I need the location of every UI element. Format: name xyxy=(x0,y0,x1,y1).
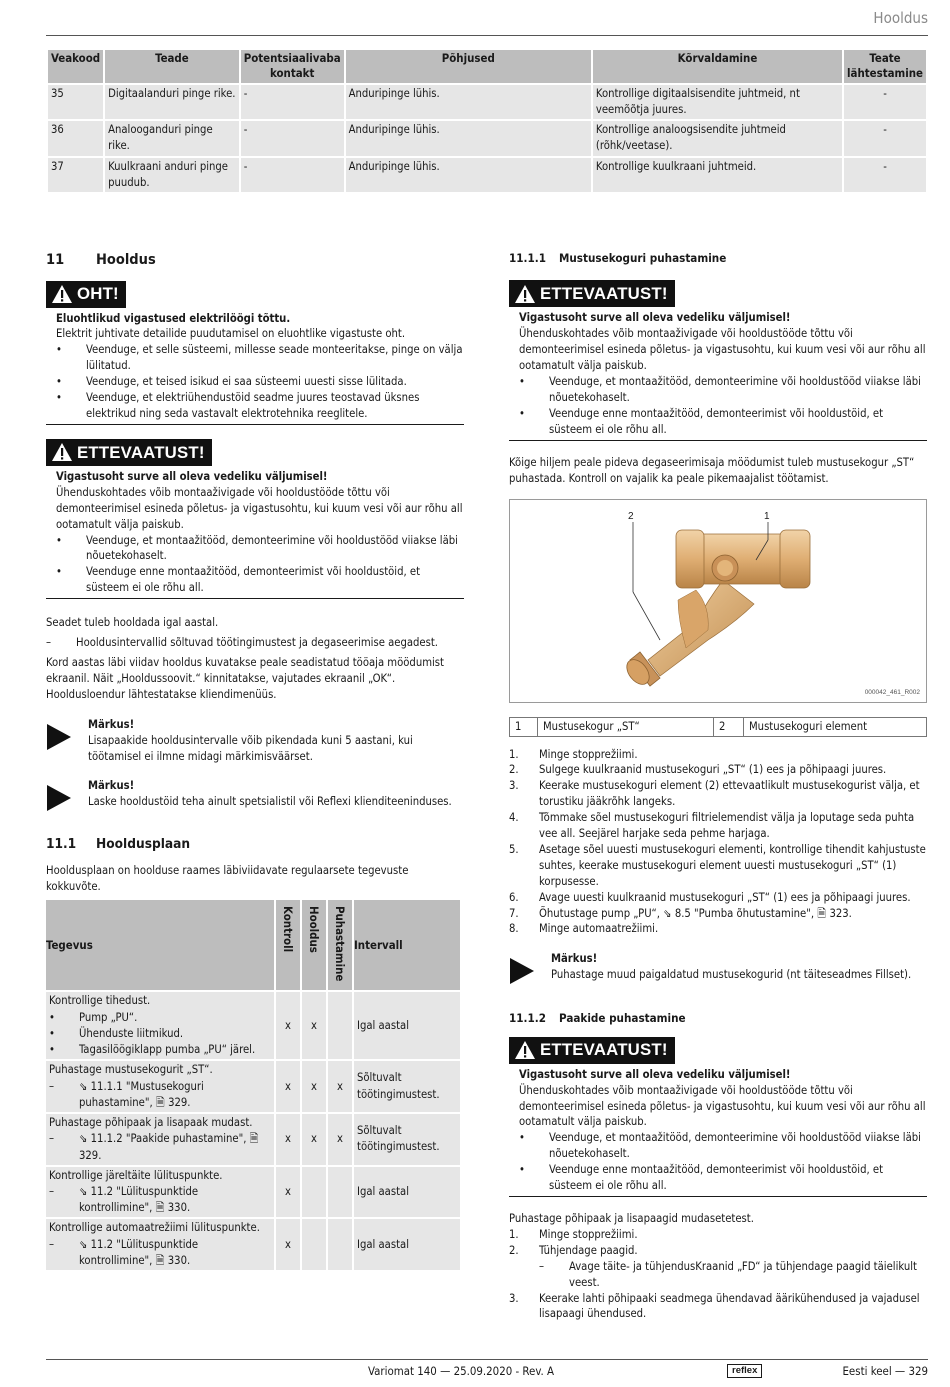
table-row xyxy=(48,121,926,155)
col-header: Kontroll xyxy=(276,900,300,990)
cell: x xyxy=(276,1219,300,1270)
cross-ref-icon: ⇘ xyxy=(79,1079,88,1093)
list-item: 3. Keerake lahti põhipaaki seadmega ühendavad äärikühendused ja vajadusel lisapaagi ühendused. xyxy=(509,1291,920,1321)
note-text: Lisapaakide hooldusintervalle võib pikendada kuni 5 aastani, kui töötamisel ei ilmne midagi märkimisväärset. xyxy=(88,733,413,763)
cross-ref-link[interactable]: 8.5 "Pumba õhutustamine", xyxy=(674,906,815,920)
cross-ref-icon: ⇘ xyxy=(79,1185,88,1199)
col-header: Tegevus xyxy=(46,900,274,990)
list-item: • Veenduge, et teised isikud ei saa süsteemi uuesti sisse lülitada. xyxy=(56,374,464,390)
note-arrow-icon xyxy=(46,784,72,812)
list-item: 2. Sulgege kuulkraanid mustusekoguri „ST“ (1) ees ja põhipaagi juures. xyxy=(509,763,887,777)
maintenance-plan-table xyxy=(44,898,462,1272)
page-icon: 🗎 xyxy=(817,906,827,920)
figure-code: 000042_461_R002 xyxy=(864,689,920,697)
cleaning-steps xyxy=(509,747,927,938)
cell: Kontrollige automaatrežiimi lülituspunkte. – ⇘ 11.2 "Lülituspunktide kontrollimine", 🗎 330. xyxy=(46,1219,274,1270)
warning-text: Ühenduskohtades võib montaaživigade või hooldustööde tõttu või demonteerimisel esineda põletus- ja vigastusohtu, kui kuum vesi või aur rõhu all ootamatult välja paiskub. xyxy=(56,485,463,531)
cell: Kontrollige kuulkraani juhtmeid. xyxy=(593,158,842,192)
reflex-logo: reflex xyxy=(727,1364,762,1378)
cell: Anduripinge lühis. xyxy=(346,158,591,192)
col-header: Veakood xyxy=(48,50,103,83)
header-section-label: Hooldus xyxy=(873,9,928,27)
subsection-heading xyxy=(509,250,927,266)
cell: x xyxy=(302,992,326,1059)
col-header: Puhastamine xyxy=(328,900,352,990)
cross-ref-link[interactable]: 11.1.2 "Paakide puhastamine", xyxy=(90,1132,247,1146)
cell: 1 xyxy=(510,717,538,736)
cell xyxy=(302,1167,326,1218)
dash-item: – Hooldusintervallid sõltuvad töötingimustest ja degaseerimise aegadest. xyxy=(46,635,464,651)
list-item: • Veenduge, et montaažitööd, demonteerimine või hooldustööd viiakse läbi nõuetekohaselt. xyxy=(56,533,464,565)
caution-badge-label: ETTEVAATUST! xyxy=(540,284,668,304)
list-item: 8. Minge automaatrežiimi. xyxy=(509,922,659,936)
subsection-heading xyxy=(46,835,464,854)
note xyxy=(46,717,464,765)
cell: Anduripinge lühis. xyxy=(346,85,591,119)
paragraph: Puhastage põhipaak ja lisapaagid mudasetetest. xyxy=(509,1212,754,1225)
danger-badge xyxy=(46,281,126,308)
warning-text: Ühenduskohtades võib montaaživigade või hooldustööde tõttu või demonteerimisel esineda põletus- ja vigastusohtu, kui kuum vesi või aur rõhu all ootamatult välja paiskub. xyxy=(519,327,926,373)
table-row xyxy=(46,1114,460,1165)
subsection-number: 11.1 xyxy=(46,836,77,853)
cell: Sõltuvalt töötingimustest. xyxy=(354,1061,460,1112)
col-header: Teade xyxy=(105,50,239,83)
cell: Sõltuvalt töötingimustest. xyxy=(354,1114,460,1165)
caution-badge xyxy=(46,439,212,466)
cell xyxy=(328,992,352,1059)
warning-title: Vigastusoht surve all oleva vedeliku väljumisel! xyxy=(519,1067,791,1081)
cell: - xyxy=(844,158,926,192)
warning-title: Eluohtlikud vigastused elektrilöögi tõttu. xyxy=(56,311,291,325)
list-item: • Veenduge enne montaažitööd, demonteerimist või hooldustöid, et süsteem ei ole rõhu all. xyxy=(519,406,927,438)
warning-text: Ühenduskohtades võib montaaživigade või hooldustööde tõttu või demonteerimisel esineda põletus- ja vigastusohtu, kui kuum vesi või aur rõhu all ootamatult välja paiskub. xyxy=(519,1083,926,1129)
list-item: 2. Tühjendage paagid. – Avage täite- ja tühjendusKraanid „FD“ ja tühjendage paagid täielikult veest. xyxy=(509,1243,927,1291)
paragraph: Kord aastas läbi viidav hooldus kuvatakse peale seadistatud tööaja möödumist ekraanil. Näit „Hooldussoovit.“ kinnitatakse, vajutades ekraanil „OK“. Hooldusloendur lähtestatakse kliendimenüüs. xyxy=(46,655,444,701)
caution-badge-label: ETTEVAATUST! xyxy=(540,1040,668,1060)
dirt-trap-illustration xyxy=(510,500,926,702)
danger-badge-label: OHT! xyxy=(77,284,119,304)
col-header: Põhjused xyxy=(346,50,591,83)
cross-ref-link[interactable]: 11.1.1 "Mustusekoguri puhastamine", xyxy=(79,1079,204,1109)
cell: x xyxy=(276,1114,300,1165)
caution-warning xyxy=(46,439,464,599)
section-title: Hooldus xyxy=(96,252,156,268)
table-row xyxy=(510,717,927,736)
cell: Kontrollige tihedust. • Pump „PU“. • Ühenduste liitmikud. • Tagasilöögiklapp pumba „PU“ järel. xyxy=(46,992,274,1059)
subsection-title: Mustusekoguri puhastamine xyxy=(559,251,727,265)
cell: Igal aastal xyxy=(354,992,460,1059)
cell xyxy=(328,1167,352,1218)
list-item: • Ühenduste liitmikud. xyxy=(49,1026,271,1042)
warning-triangle-icon xyxy=(51,442,73,462)
warning-title: Vigastusoht surve all oleva vedeliku väljumisel! xyxy=(56,469,328,483)
footer-doc-info: Variomat 140 — 25.09.2020 - Rev. A xyxy=(368,1364,555,1378)
warning-bullets xyxy=(519,374,927,438)
figure-callout: 1 xyxy=(764,510,770,522)
list-item: • Veenduge, et elektriühendustöid seadme juures teostavad üksnes elektrikud ning seda vastavalt elektrotehnika reeglitele. xyxy=(56,390,464,422)
page-header xyxy=(46,6,928,36)
note-title: Märkus! xyxy=(551,952,598,966)
cell: Kontrollige analoogsisendite juhtmeid (rõhk/veetase). xyxy=(593,121,842,155)
page-icon: 🗎 xyxy=(249,1132,259,1146)
page-icon: 🗎 xyxy=(155,1095,165,1109)
warning-triangle-icon xyxy=(514,1040,536,1060)
note-text: Laske hooldustöid teha ainult spetsialistil või Reflexi klienditeeninduses. xyxy=(88,795,452,809)
cell: x xyxy=(276,1167,300,1218)
cell: Mustusekogur „ST“ xyxy=(538,717,714,736)
cell: 35 xyxy=(48,85,103,119)
paragraph: Kõige hiljem peale pideva degaseerimisaja möödumist tuleb mustusekogur „ST“ puhastada. Kontroll on vajalik ka peale pikemaajalist töötamist. xyxy=(509,455,915,485)
cross-ref-icon: ⇘ xyxy=(79,1237,88,1251)
cell: - xyxy=(241,121,344,155)
subsection-title: Hooldusplaan xyxy=(96,836,191,853)
caution-warning xyxy=(509,1037,927,1197)
page-icon: 🗎 xyxy=(155,1253,165,1267)
note-arrow-icon xyxy=(509,957,535,985)
table-row xyxy=(46,1167,460,1218)
table-header-row xyxy=(48,50,926,83)
note xyxy=(509,951,927,990)
cell: x xyxy=(328,1061,352,1112)
dash-item: – Avage täite- ja tühjendusKraanid „FD“ ja tühjendage paagid täielikult veest. xyxy=(539,1259,927,1291)
note-text: Puhastage muud paigaldatud mustusekogurid (nt täiteseadmes Fillset). xyxy=(551,968,912,982)
caution-badge xyxy=(509,280,675,307)
subsection-title: Paakide puhastamine xyxy=(559,1011,686,1026)
table-row xyxy=(48,158,926,192)
cell: x xyxy=(276,1061,300,1112)
col-header: Kõrvaldamine xyxy=(593,50,842,83)
cell: Analooganduri pinge rike. xyxy=(105,121,239,155)
note-arrow-icon xyxy=(46,723,72,751)
cell: Anduripinge lühis. xyxy=(346,121,591,155)
table-row xyxy=(46,1219,460,1270)
cell: x xyxy=(328,1114,352,1165)
warning-triangle-icon xyxy=(514,284,536,304)
page-footer xyxy=(46,1359,928,1385)
cell: x xyxy=(302,1061,326,1112)
table-row xyxy=(46,992,460,1059)
warning-triangle-icon xyxy=(51,284,73,304)
cell: Igal aastal xyxy=(354,1167,460,1218)
cell: 2 xyxy=(714,717,744,736)
table-row xyxy=(48,85,926,119)
subsection-heading xyxy=(509,1010,927,1026)
cell xyxy=(328,1219,352,1270)
warning-title: Vigastusoht surve all oleva vedeliku väljumisel! xyxy=(519,311,791,325)
cell: 37 xyxy=(48,158,103,192)
col-header: Hooldus xyxy=(302,900,326,990)
tank-cleaning-steps xyxy=(509,1227,927,1322)
list-item: • Veenduge, et selle süsteemi, millesse seade monteeritakse, pinge on välja lülitatud. xyxy=(56,342,464,374)
cell: - xyxy=(844,85,926,119)
caution-badge xyxy=(509,1037,675,1064)
section-number: 11 xyxy=(46,252,65,268)
footer-page-number: Eesti keel — 329 xyxy=(842,1364,928,1378)
list-item: 4. Tõmmake sõel mustusekoguri filtrielemendist välja ja loputage seda puhta vee all. Seejärel harjake seda pehme harjaga. xyxy=(509,811,915,841)
cell: - xyxy=(241,85,344,119)
cell: Digitaalanduri pinge rike. xyxy=(105,85,239,119)
warning-bullets xyxy=(56,533,464,597)
note-title: Märkus! xyxy=(88,717,135,731)
list-item: • Veenduge, et montaažitööd, demonteerimine või hooldustööd viiakse läbi nõuetekohaselt. xyxy=(519,374,927,406)
list-item: 3. Keerake mustusekoguri element (2) ettevaatlikult mustusekogurist välja, et torustiku jääkrõhk langeks. xyxy=(509,779,920,809)
caution-warning xyxy=(509,280,927,440)
col-header: Potentsiaalivaba kontakt xyxy=(241,50,344,83)
caution-badge-label: ETTEVAATUST! xyxy=(77,442,205,462)
warning-text: Elektrit juhtivate detailide puudutamisel on eluohtlike vigastuste oht. xyxy=(56,327,406,341)
list-item: • Veenduge enne montaažitööd, demonteerimist või hooldustöid, et süsteem ei ole rõhu all. xyxy=(519,1162,927,1194)
list-item: • Pump „PU“. xyxy=(49,1010,271,1026)
list-item: • Veenduge, et montaažitööd, demonteerimine või hooldustööd viiakse läbi nõuetekohaselt. xyxy=(519,1130,927,1162)
paragraph: Hooldusplaan on hoolduse raames läbiviidavate regulaarsete tegevuste kokkuvõte. xyxy=(46,863,409,893)
table-row xyxy=(46,1061,460,1112)
subsection-number: 11.1.2 xyxy=(509,1011,546,1026)
list-item: 1. Minge stopprežiimi. xyxy=(509,1227,638,1241)
note-title: Märkus! xyxy=(88,779,135,793)
paragraph: Seadet tuleb hooldada igal aastal. xyxy=(46,616,219,630)
section-heading xyxy=(46,250,464,271)
cross-ref-link[interactable]: 11.2 "Lülituspunktide kontrollimine", xyxy=(79,1237,199,1267)
cell: Mustusekoguri element xyxy=(744,717,927,736)
cell: Kontrollige digitaalsisendite juhtmeid, nt veemõõtja juures. xyxy=(593,85,842,119)
list-item: • Tagasilöögiklapp pumba „PU“ järel. xyxy=(49,1042,271,1058)
cell: Puhastage põhipaak ja lisapaak mudast. – ⇘ 11.1.2 "Paakide puhastamine", 🗎 329. xyxy=(46,1114,274,1165)
dirt-trap-figure xyxy=(509,499,927,703)
right-column xyxy=(509,250,927,1322)
cell: x xyxy=(276,992,300,1059)
warning-bullets xyxy=(56,342,464,422)
figure-callout: 2 xyxy=(628,510,634,522)
list-item: 5. Asetage sõel uuesti mustusekoguri elementi, kontrollige tihendit kahjustuste suhtes, keerake mustusekoguri element uuesti mustusekoguri „ST“ (1) korpusesse. xyxy=(509,842,926,888)
list-item: 7. Õhutustage pump „PU“, ⇘ 8.5 "Pumba õhutustamine", 🗎 323. xyxy=(509,906,852,920)
left-column xyxy=(46,250,464,1272)
list-item: • Veenduge enne montaažitööd, demonteerimist või hooldustöid, et süsteem ei ole rõhu all. xyxy=(56,564,464,596)
cross-ref-icon: ⇘ xyxy=(79,1132,88,1146)
col-header: Intervall xyxy=(354,900,460,990)
col-header: Teate lähtestamine xyxy=(844,50,926,83)
cell xyxy=(302,1219,326,1270)
table-header-row xyxy=(46,900,460,990)
subsection-number: 11.1.1 xyxy=(509,251,546,265)
fault-code-table xyxy=(46,48,928,194)
cell: Kuulkraani anduri pinge puudub. xyxy=(105,158,239,192)
cross-ref-link[interactable]: 11.2 "Lülituspunktide kontrollimine", xyxy=(79,1185,199,1215)
cross-ref-icon: ⇘ xyxy=(663,906,672,920)
page-icon: 🗎 xyxy=(155,1201,165,1215)
cell: 36 xyxy=(48,121,103,155)
figure-legend xyxy=(509,717,927,737)
cell: x xyxy=(302,1114,326,1165)
cell: Puhastage mustusekogurit „ST“. – ⇘ 11.1.1 "Mustusekoguri puhastamine", 🗎 329. xyxy=(46,1061,274,1112)
cell: - xyxy=(241,158,344,192)
note xyxy=(46,778,464,817)
warning-bullets xyxy=(519,1130,927,1194)
list-item: 1. Minge stopprežiimi. xyxy=(509,747,638,761)
danger-warning xyxy=(46,281,464,425)
list-item: 6. Avage uuesti kuulkraanid mustusekoguri „ST“ (1) ees ja põhipaagi juures. xyxy=(509,890,911,904)
cell: - xyxy=(844,121,926,155)
cell: Igal aastal xyxy=(354,1219,460,1270)
cell: Kontrollige järeltäite lülituspunkte. – ⇘ 11.2 "Lülituspunktide kontrollimine", 🗎 330. xyxy=(46,1167,274,1218)
